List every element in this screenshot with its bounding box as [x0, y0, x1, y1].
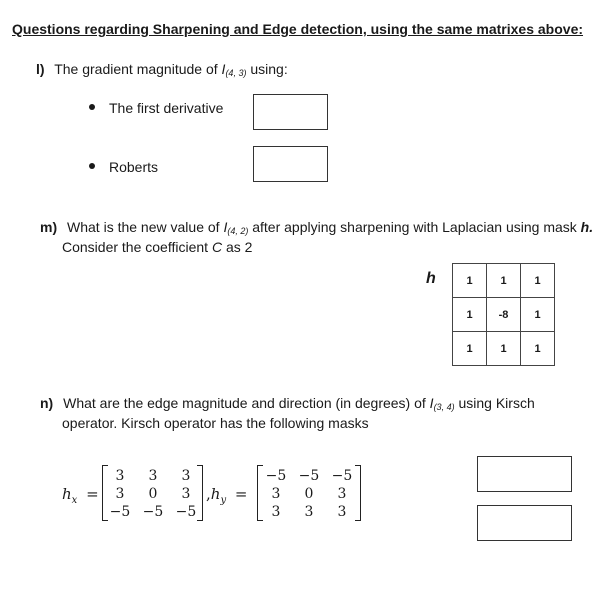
hx-cell: 0 [148, 486, 158, 502]
mask-row [453, 298, 555, 332]
question-m-line2b: as 2 [225, 239, 253, 255]
hx-cell: 3 [181, 468, 191, 484]
hy-comma: , [206, 485, 211, 503]
bullet-icon [89, 104, 95, 110]
mask-label: h [426, 270, 436, 287]
mask-cell: 1 [487, 264, 521, 298]
answer-box-edge-direction[interactable] [477, 505, 572, 541]
hy-label [206, 485, 247, 506]
mask-row [453, 332, 555, 366]
question-m-line2a: Consider the coefficient [62, 239, 209, 255]
option-roberts-label: Roberts [109, 159, 159, 175]
hy-cell: −5 [331, 468, 353, 484]
hy-equals: = [234, 485, 248, 503]
hx-cell: −5 [142, 504, 164, 520]
hy-cell: 3 [271, 504, 281, 520]
hy-cell: 3 [337, 504, 347, 520]
mask-cell: 1 [487, 332, 521, 366]
hx-label-letter: h [62, 485, 72, 503]
hx-equals: = [86, 485, 99, 503]
question-l-tail: using: [250, 61, 288, 77]
laplacian-mask-table [452, 263, 555, 366]
mask-cell: -8 [487, 298, 521, 332]
question-n-text2: using Kirsch [458, 395, 535, 411]
question-l-sub: (4, 3) [225, 68, 247, 78]
mask-cell: 1 [521, 264, 555, 298]
question-n-line2: operator. Kirsch operator has the following masks [62, 415, 369, 431]
question-n-sub: (3, 4) [433, 402, 455, 412]
answer-box-edge-magnitude[interactable] [477, 456, 572, 492]
hy-cell: 3 [337, 486, 347, 502]
hx-cell: 3 [115, 486, 125, 502]
hy-cell: −5 [265, 468, 287, 484]
question-m-mask-name: h. [580, 219, 594, 235]
option-first-derivative [89, 100, 223, 116]
bullet-icon [89, 163, 95, 169]
mask-cell: 1 [521, 298, 555, 332]
hx-cell: 3 [115, 468, 125, 484]
mask-cell: 1 [453, 298, 487, 332]
question-n-text1: What are the edge magnitude and direction (in degrees) of [63, 395, 426, 411]
mask-cell: 1 [453, 332, 487, 366]
hx-cell: −5 [109, 504, 131, 520]
option-roberts [89, 159, 158, 175]
hy-cell: 3 [271, 486, 281, 502]
hy-label-letter: h [210, 485, 221, 503]
mask-row [453, 264, 555, 298]
hy-cell: 3 [304, 504, 314, 520]
hx-cell: 3 [181, 486, 191, 502]
question-n-var: I [429, 395, 434, 411]
question-l-label: l) [36, 61, 45, 77]
question-m-coef: C [211, 239, 223, 255]
question-m-text1: What is the new value of [67, 219, 220, 235]
question-l-text: The gradient magnitude of [54, 61, 218, 77]
question-m-sub: (4, 2) [227, 226, 249, 236]
hy-label-sub: y [220, 495, 227, 506]
question-m-text2: after applying sharpening with Laplacian using mask [252, 219, 577, 235]
question-l [36, 59, 288, 83]
option-first-derivative-label: The first derivative [109, 100, 224, 116]
mask-cell: 1 [453, 264, 487, 298]
hx-label [62, 485, 99, 506]
hx-cell: 3 [148, 468, 158, 484]
hy-cell: 0 [304, 486, 314, 502]
question-m-line2 [62, 237, 252, 257]
hy-cell: −5 [298, 468, 320, 484]
question-n-label: n) [40, 395, 54, 411]
section-heading: Questions regarding Sharpening and Edge detection, using the same matrixes above: [12, 21, 584, 37]
question-l-var: I [221, 61, 226, 77]
question-m-var: I [223, 219, 228, 235]
question-m-label: m) [40, 219, 58, 235]
hx-cell: −5 [175, 504, 197, 520]
mask-cell: 1 [521, 332, 555, 366]
answer-box-roberts[interactable] [253, 146, 328, 182]
hx-label-sub: x [71, 495, 78, 506]
answer-box-first-derivative[interactable] [253, 94, 328, 130]
